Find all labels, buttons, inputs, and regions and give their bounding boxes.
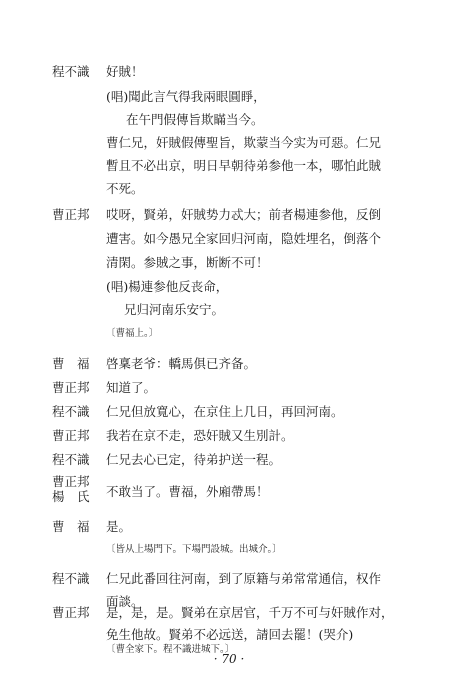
speaker-name: 楊 氏 [52,489,90,504]
dialogue-text: 是。 [106,519,132,534]
dialogue-text: 是，是，是。賢弟在京居官，千万不可与奸賊作对， [106,605,394,620]
sung-line [0,277,458,297]
dialogue-line [0,569,458,589]
dialogue-text: 仁兄但放寬心，在京住上几日，再回河南。 [106,404,344,419]
dialogue-line [0,450,458,470]
dialogue-line [0,62,458,82]
dialogue-text: 不敢当了。曹福，外廂帶馬！ [106,484,269,499]
dialogue-line [0,133,458,153]
stage-direction-text: 〔曹福上。〕 [106,328,159,339]
dialogue-text: 兄归河南乐安宁。 [124,302,225,317]
speaker-name: 程不識 [52,64,90,79]
sung-line [0,110,458,130]
speaker-name: 曹正邦 [52,428,90,443]
stage-direction-text: 〔皆从上場門下。下場門設城。出城介。〕 [106,544,282,555]
sung-line [0,300,458,320]
dialogue-text: 哎呀，賢弟，奸賊势力忒大；前者楊連参他，反倒 [106,207,382,222]
dialogue-line [0,402,458,422]
stage-direction [0,324,458,344]
speaker-name: 程不識 [52,404,90,419]
dialogue-text: 好賊！ [106,64,144,79]
dialogue-line [0,179,458,199]
speaker-name: 曹正邦 [52,474,90,489]
speaker-name: 曹 福 [52,356,90,371]
stage-direction-text: 〔曹全家下。程不識进城下。〕 [106,644,235,655]
dialogue-text: 仁兄此番回往河南，到了原籍与弟常常通信，权作 [106,571,382,586]
dialogue-text: (唱)聞此言气得我兩眼圓睜， [106,89,266,104]
page-number: · 70 · [213,652,245,666]
dialogue-line [0,156,458,176]
dialogue-text: 曹仁兄，奸賊假傳聖旨，欺蒙当今实为可惡。仁兄 [106,135,382,150]
dialogue-text: 遭害。如今愚兄全家回归河南，隐姓埋名，倒落个 [106,231,382,246]
speaker-name: 曹正邦 [52,605,90,620]
dialogue-text: 面談。 [106,594,144,609]
stage-direction [0,540,458,560]
dialogue-line [0,229,458,249]
speaker-name: 曹 福 [52,519,90,534]
speaker-name: 程不識 [52,571,90,586]
dialogue-line [0,603,458,623]
dialogue-text: 清閑。参賊之事，断断不可！ [106,255,269,270]
dialogue-line [0,205,458,225]
dialogue-text: 在午門假傳旨欺瞞当今。 [126,112,264,127]
sung-line [0,87,458,107]
dialogue-text: 仁兄去心已定，待弟护送一程。 [106,452,282,467]
dialogue-line [0,426,458,446]
speaker-name: 程不識 [52,452,90,467]
dialogue-text: 啓稟老爷：轎馬俱已齐备。 [106,356,257,371]
dialogue-line [0,517,458,537]
speaker-name: 曹正邦 [52,380,90,395]
dialogue-text: 暫且不必出京，明日早朝待弟参他一本，哪怕此賊 [106,158,382,173]
dialogue-text: (唱)楊連参他反丧命， [106,279,229,294]
dialogue-line [0,378,458,398]
dialogue-line [0,354,458,374]
dialogue-text: 知道了。 [106,380,157,395]
dialogue-text: 我若在京不走，恐奸賊又生別計。 [106,428,294,443]
dialogue-line [0,253,458,273]
speaker-name: 曹正邦 [52,207,90,222]
dialogue-line [0,482,458,502]
dialogue-text: 不死。 [106,181,144,196]
dialogue-text: 免生他故。賢弟不必远送，請回去罷！(哭介) [106,627,354,642]
